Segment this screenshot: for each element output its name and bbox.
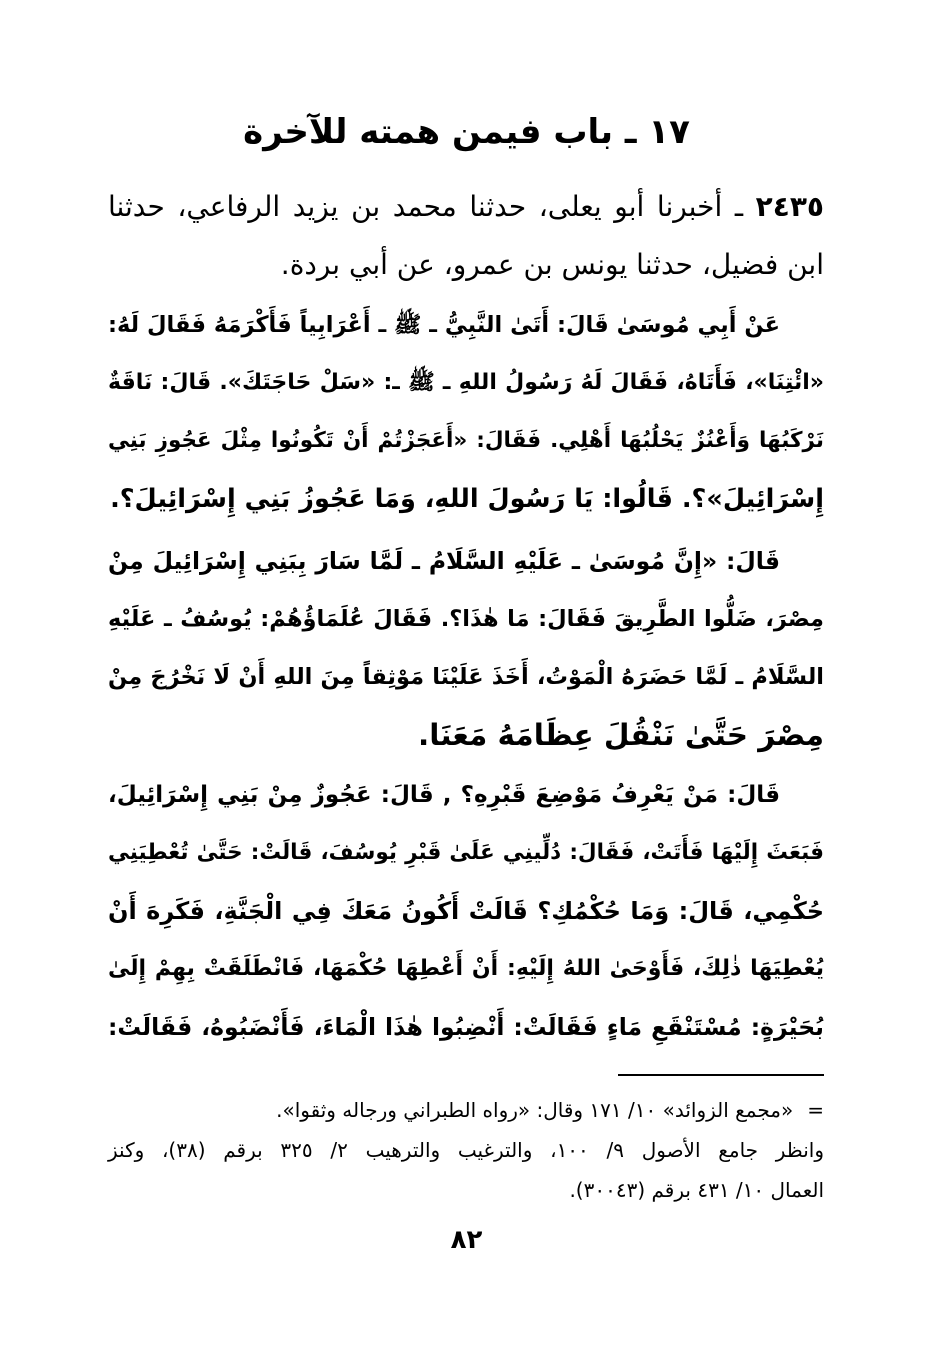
paragraph-line: حُكْمِي، قَالَ: وَمَا حُكْمُكِ؟ قَالَتْ أَكُونُ مَعَكَ فِي الْجَنَّةِ، فَكَرِهَ أَنْ bbox=[108, 897, 824, 925]
chapter-title: ١٧ ـ باب فيمن همته للآخرة bbox=[243, 112, 690, 152]
paragraph-line: يُعْطِيَهَا ذٰلِكَ، فَأَوْحَىٰ اللهُ إِلَيْهِ: أَنْ أَعْطِهَا حُكْمَهَا، فَانْطَلَقَتْ بِهِمْ إِلَىٰ bbox=[108, 956, 824, 981]
continuation-mark: = bbox=[807, 1098, 824, 1122]
hadith-paragraph bbox=[108, 296, 824, 528]
paragraph-line: إِسْرَائِيلَ»؟. قَالُوا: يَا رَسُولَ اللهِ، وَمَا عَجُوزُ بَنِي إِسْرَائِيلَ؟. bbox=[110, 484, 824, 514]
hadith-paragraph bbox=[108, 766, 824, 1056]
paragraph-line: السَّلَامُ ـ لَمَّا حَضَرَهُ الْمَوْتُ، أَخَذَ عَلَيْنَا مَوْثِقاً مِنَ اللهِ أَنْ لَا نَخْرُجَ مِنْ bbox=[108, 664, 824, 690]
footnote-line: العمال ١٠/ ٤٣١ برقم (٣٠٠٤٣). bbox=[569, 1178, 824, 1202]
paragraph-line: قَالَ: مَنْ يَعْرِفُ مَوْضِعَ قَبْرِهِ؟ , قَالَ: عَجُوزٌ مِنْ بَنِي إِسْرَائِيلَ، bbox=[108, 782, 780, 808]
isnad-line: ابن فضيل، حدثنا يونس بن عمرو، عن أبي بردة. bbox=[280, 248, 824, 281]
paragraph-line: نَرْكَبُهَا وَأَعْنُزٌ يَحْلُبُهَا أَهْلِي. فَقَالَ: «أَعَجَزْتُمْ أَنْ تَكُونُوا مِثْلَ عَجُوزِ بَنِي bbox=[108, 428, 824, 453]
footnotes-block bbox=[108, 1090, 824, 1210]
paragraph-line: «ائْتِنَا»، فَأَتَاهُ، فَقَالَ لَهُ رَسُولُ اللهِ ـ ﷺ ـ: «سَلْ حَاجَتَكَ». قَالَ: نَاقَةٌ bbox=[108, 370, 824, 395]
footnote-line bbox=[108, 1090, 824, 1130]
paragraph-line: عَنْ أَبِي مُوسَىٰ قَالَ: أَتَىٰ النَّبِيُّ ـ ﷺ ـ أَعْرَابِياً فَأَكْرَمَهُ فَقَالَ لَهُ: bbox=[108, 312, 780, 338]
paragraph-line: مِصْرَ حَتَّىٰ نَنْقُلَ عِظَامَهُ مَعَنَا. bbox=[418, 718, 824, 752]
isnad-block bbox=[108, 178, 824, 294]
footnote-line-text: «مجمع الزوائد» ١٠/ ١٧١ وقال: «رواه الطبراني ورجاله وثقوا». bbox=[276, 1098, 794, 1122]
paragraph-line: مِصْرَ، ضَلُّوا الطَّرِيقَ فَقَالَ: مَا هٰذَا؟. فَقَالَ عُلَمَاؤُهُمْ: يُوسُفُ ـ عَلَيْهِ bbox=[108, 606, 824, 632]
page-number: ٨٢ bbox=[450, 1225, 483, 1255]
hadith-paragraph bbox=[108, 532, 824, 764]
footnote-line: وانظر جامع الأصول ٩/ ١٠٠، والترغيب والترهيب ٢/ ٣٢٥ برقم (٣٨)، وكنز bbox=[108, 1138, 824, 1162]
paragraph-line: قَالَ: «إِنَّ مُوسَىٰ ـ عَلَيْهِ السَّلَامُ ـ لَمَّا سَارَ بِبَنِي إِسْرَائِيلَ مِنْ bbox=[108, 547, 780, 575]
isnad-line-text: ـ أخبرنا أبو يعلى، حدثنا محمد بن يزيد الرفاعي، حدثنا bbox=[108, 190, 744, 223]
paragraph-line: بُحَيْرَةٍ: مُسْتَنْقَعِ مَاءٍ فَقَالَتْ: أَنْضِبُوا هٰذَا الْمَاءَ، فَأَنْضَبُوهُ، فَقَالَتْ: bbox=[108, 1013, 824, 1041]
footnote-separator bbox=[618, 1074, 824, 1076]
hadith-number: ٢٤٣٥ bbox=[755, 190, 824, 223]
paragraph-line: فَبَعَثَ إِلَيْهَا فَأَتَتْ، فَقَالَ: دُلِّينِي عَلَىٰ قَبْرِ يُوسُفَ، قَالَتْ: حَتَّىٰ تُعْطِيَنِي bbox=[108, 840, 824, 865]
isnad-line bbox=[108, 178, 824, 236]
